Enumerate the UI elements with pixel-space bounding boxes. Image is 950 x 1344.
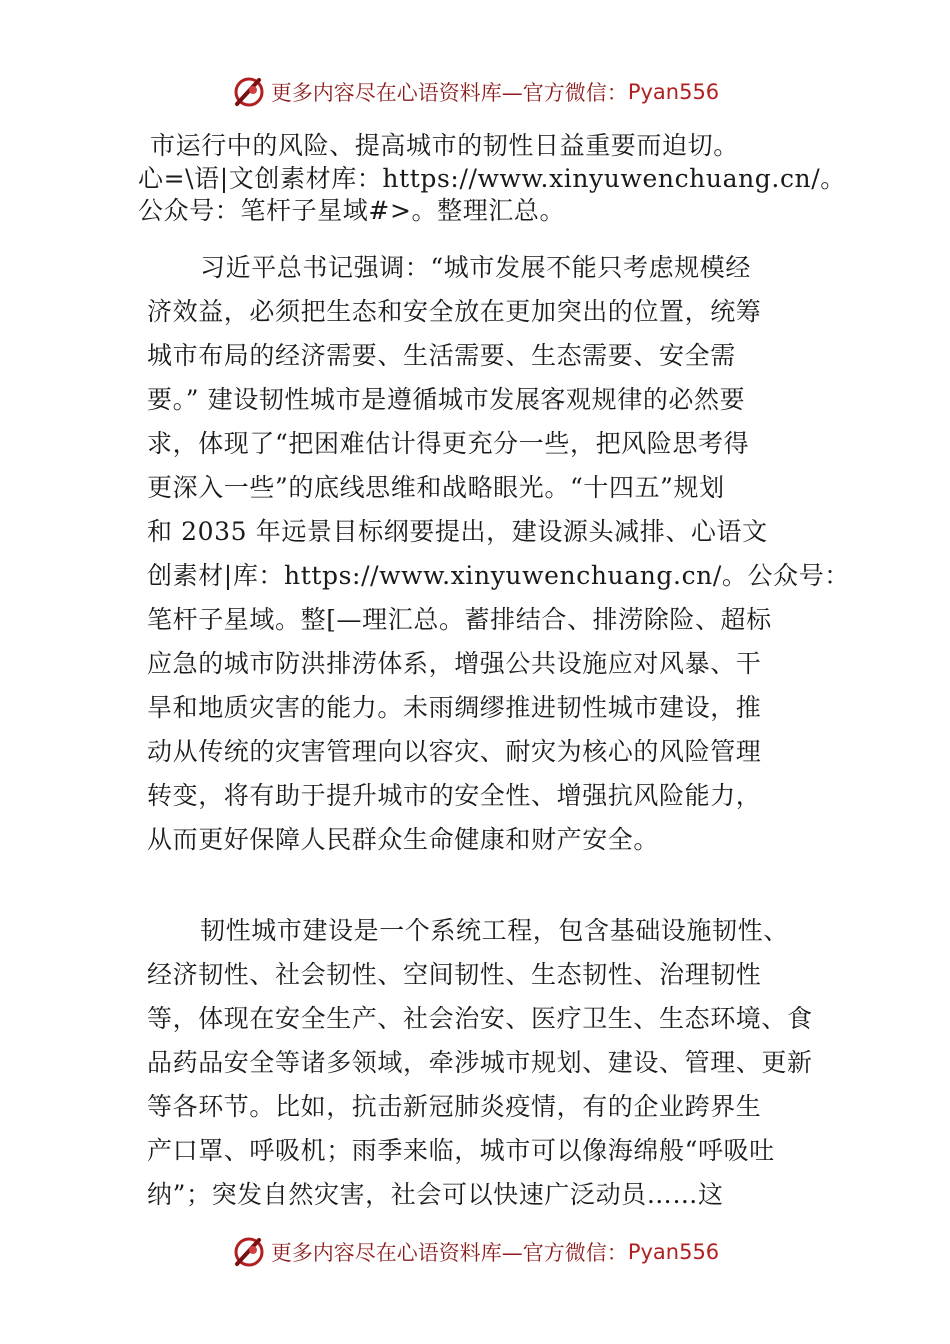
brush-logo-icon bbox=[231, 74, 267, 110]
text-line: 笔杆子星域。整[—理汇总。蓄排结合、排涝除险、超标 bbox=[147, 605, 772, 634]
text-line: 更深入一些”的底线思维和战略眼光。“十四五”规划 bbox=[147, 473, 725, 502]
banner-text-cn: 更多内容尽在心语资料库—官方微信： bbox=[270, 81, 628, 105]
text-line: 等各环节。比如，抗击新冠肺炎疫情，有的企业跨界生 bbox=[147, 1092, 762, 1121]
text-line: 旱和地质灾害的能力。未雨绸缪推进韧性城市建设，推 bbox=[147, 693, 762, 722]
text-line: 纳”；突发自然灾害，社会可以快速广泛动员……这 bbox=[147, 1180, 724, 1209]
text-line: 产口罩、呼吸机；雨季来临，城市可以像海绵般“呼吸吐 bbox=[147, 1136, 775, 1165]
header-watermark-banner bbox=[0, 68, 950, 116]
text-line: 创素材|库：https://www.xinyuwenchuang.cn/。公众号： bbox=[147, 561, 850, 590]
text-line: 和 2035 年远景目标纲要提出，建设源头减排、心语文 bbox=[147, 517, 768, 546]
banner-text-cn: 更多内容尽在心语资料库—官方微信： bbox=[270, 1241, 628, 1265]
text-line: 心=\语|文创素材库：https://www.xinyuwenchuang.cn/。 bbox=[138, 164, 846, 193]
banner-text-wechat-id: Pyan556 bbox=[627, 80, 720, 104]
footer-watermark-banner bbox=[0, 1228, 950, 1276]
text-line: 习近平总书记强调：“城市发展不能只考虑规模经 bbox=[200, 253, 751, 282]
brush-logo-icon bbox=[231, 1234, 267, 1270]
text-line: 公众号：笔杆子星域#>。整理汇总。 bbox=[138, 196, 566, 225]
text-line: 品药品安全等诸多领域，牵涉城市规划、建设、管理、更新 bbox=[147, 1048, 813, 1077]
text-line: 求，体现了“把困难估计得更充分一些，把风险思考得 bbox=[147, 429, 750, 458]
text-line: 应急的城市防洪排涝体系，增强公共设施应对风暴、干 bbox=[147, 649, 762, 678]
text-line: 韧性城市建设是一个系统工程，包含基础设施韧性、 bbox=[200, 916, 789, 945]
text-line: 济效益，必须把生态和安全放在更加突出的位置，统筹 bbox=[147, 297, 762, 326]
banner-text-wechat-id: Pyan556 bbox=[627, 1240, 720, 1264]
text-line: 要。” 建设韧性城市是遵循城市发展客观规律的必然要 bbox=[147, 385, 746, 414]
text-line: 转变，将有助于提升城市的安全性、增强抗风险能力， bbox=[147, 781, 762, 810]
text-line: 市运行中的风险、提高城市的韧性日益重要而迫切。 bbox=[150, 131, 739, 160]
text-line: 经济韧性、社会韧性、空间韧性、生态韧性、治理韧性 bbox=[147, 960, 762, 989]
text-line: 动从传统的灾害管理向以容灾、耐灾为核心的风险管理 bbox=[147, 737, 762, 766]
text-line: 从而更好保障人民群众生命健康和财产安全。 bbox=[147, 825, 660, 854]
text-line: 城市布局的经济需要、生活需要、生态需要、安全需 bbox=[147, 341, 736, 370]
text-line: 等，体现在安全生产、社会治安、医疗卫生、生态环境、食 bbox=[147, 1004, 813, 1033]
